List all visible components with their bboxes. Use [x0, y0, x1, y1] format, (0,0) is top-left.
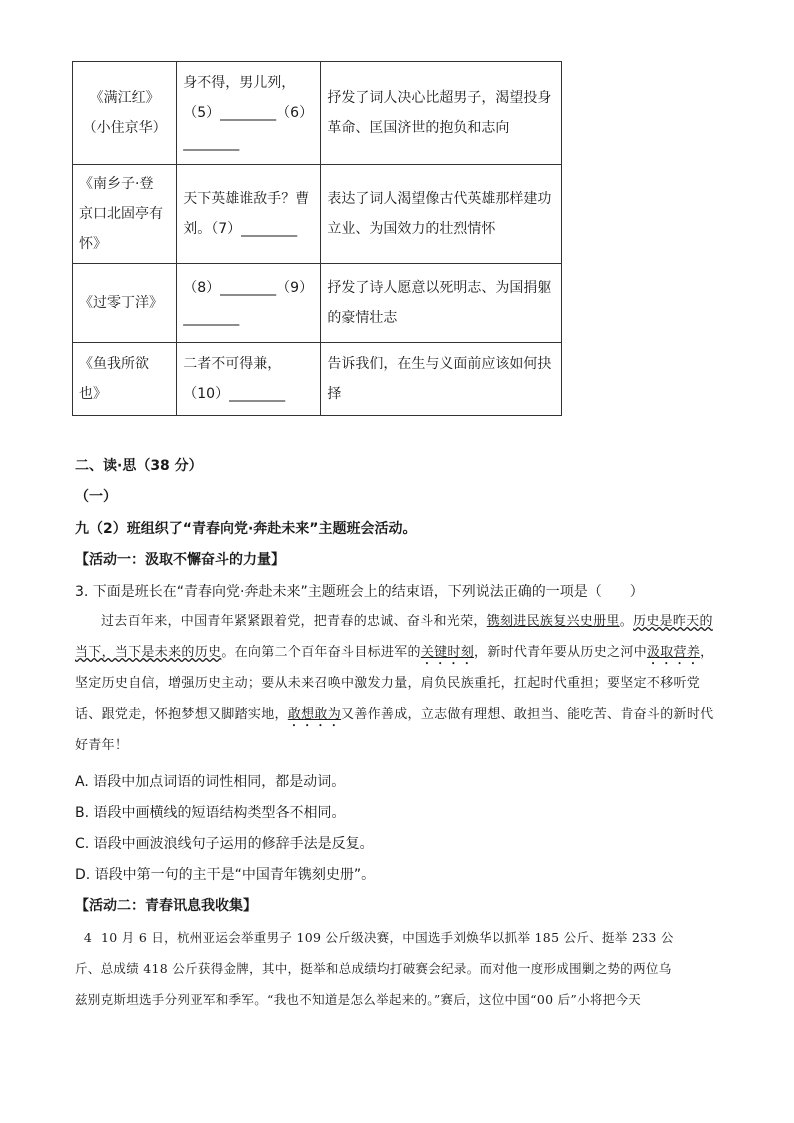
poem-title-cell: 《南乡子·登 京口北固亭有 怀》 [73, 165, 177, 264]
question-3: 3. 下面是班长在“青春向党·奔赴未来”主题班会上的结束语，下列说法正确的一项是（ ） [75, 584, 644, 600]
dotted-underlined-word: 关键时刻 [420, 645, 475, 660]
option-d: D. 语段中第一句的主干是“中国青年镌刻史册”。 [75, 867, 376, 883]
option-a: A. 语段中加点词语的词性相同，都是动词。 [75, 774, 346, 790]
dotted-underlined-word: 汲取营养 [646, 645, 701, 660]
poem-note-cell: 抒发了词人决心比超男子，渴望投身 革命、匡国济世的抱负和志向 [321, 62, 562, 165]
poem-note-cell: 表达了词人渴望像古代英雄那样建功 立业、为国效力的壮烈情怀 [321, 165, 562, 264]
part-label: （一） [75, 489, 117, 505]
poem-lines-cell: 身不得，男儿列， （5）________（6） ________ [177, 62, 321, 165]
table-row [73, 343, 562, 416]
option-b: B. 语段中画横线的短语结构类型各不相同。 [75, 805, 346, 821]
poem-lines-cell: （8）________（9） ________ [177, 264, 321, 343]
activity-two-heading: 【活动二：青春讯息我收集】 [75, 898, 257, 914]
poem-table [72, 61, 562, 416]
passage: 过去百年来，中国青年紧紧跟着党，把青春的忠诚、奋斗和光荣，镌刻进民族复兴史册里。历史是昨天的当下，当下是未来的历史。在向第二个百年奋斗目标进军的关键时刻，新时代青年要从历史之河中汲取营养，坚定历史自信，增强历史主动；要从未来召唤中激发力量，肩负民族重托，扛起时代重担；要坚定不移听党话、跟党走，怀抱梦想又脚踏实地，敢想敢为又善作善成，立志做有理想、敢担当、能吃苦、肯奋斗的新时代好青年！ [75, 614, 714, 753]
poem-lines-cell: 二者不可得兼， （10）________ [177, 343, 321, 416]
poem-title-cell: 《过零丁洋》 [73, 264, 177, 343]
question-4-number: 4 [83, 930, 93, 945]
poem-note-cell: 告诉我们，在生与义面前应该如何抉 择 [321, 343, 562, 416]
poem-title-cell: 《满江红》 （小住京华） [73, 62, 177, 165]
wavy-sentence: 历史是昨天的当下，当下是未来的历史 [75, 614, 713, 660]
activity-one-heading: 【活动一：汲取不懈奋斗的力量】 [75, 552, 285, 568]
section-heading: 二、读·思（38 分） [75, 458, 203, 474]
table-row [73, 165, 562, 264]
table-row [73, 62, 562, 165]
table-row [73, 264, 562, 343]
underlined-phrase: 镌刻进民族复兴史册里 [486, 614, 620, 629]
poem-lines-cell: 天下英雄谁敌手？曹 刘。（7）________ [177, 165, 321, 264]
dotted-underlined-word: 敢想敢为 [287, 707, 342, 722]
poem-note-cell: 抒发了诗人愿意以死明志、为国捐躯 的豪情壮志 [321, 264, 562, 343]
poem-title-cell: 《鱼我所欲 也》 [73, 343, 177, 416]
option-c: C. 语段中画波浪线句子运用的修辞手法是反复。 [75, 836, 374, 852]
section-intro: 九（2）班组织了“青春向党·奔赴未来”主题班会活动。 [75, 521, 417, 537]
question-4: 4 10 月 6 日，杭州亚运会举重男子 109 公斤级决赛，中国选手刘焕华以抓举 185 公斤、挺举 233 公 斤、总成绩 418 公斤获得金牌，其中，挺举和总成绩均打破赛会纪录。而对他一度形成围剿之势的两位乌 兹别克斯坦选手分列亚军和季军。“我也不知道是怎么举起来的。”赛后，这位中国“00 后”小将把今天 [75, 922, 725, 1015]
